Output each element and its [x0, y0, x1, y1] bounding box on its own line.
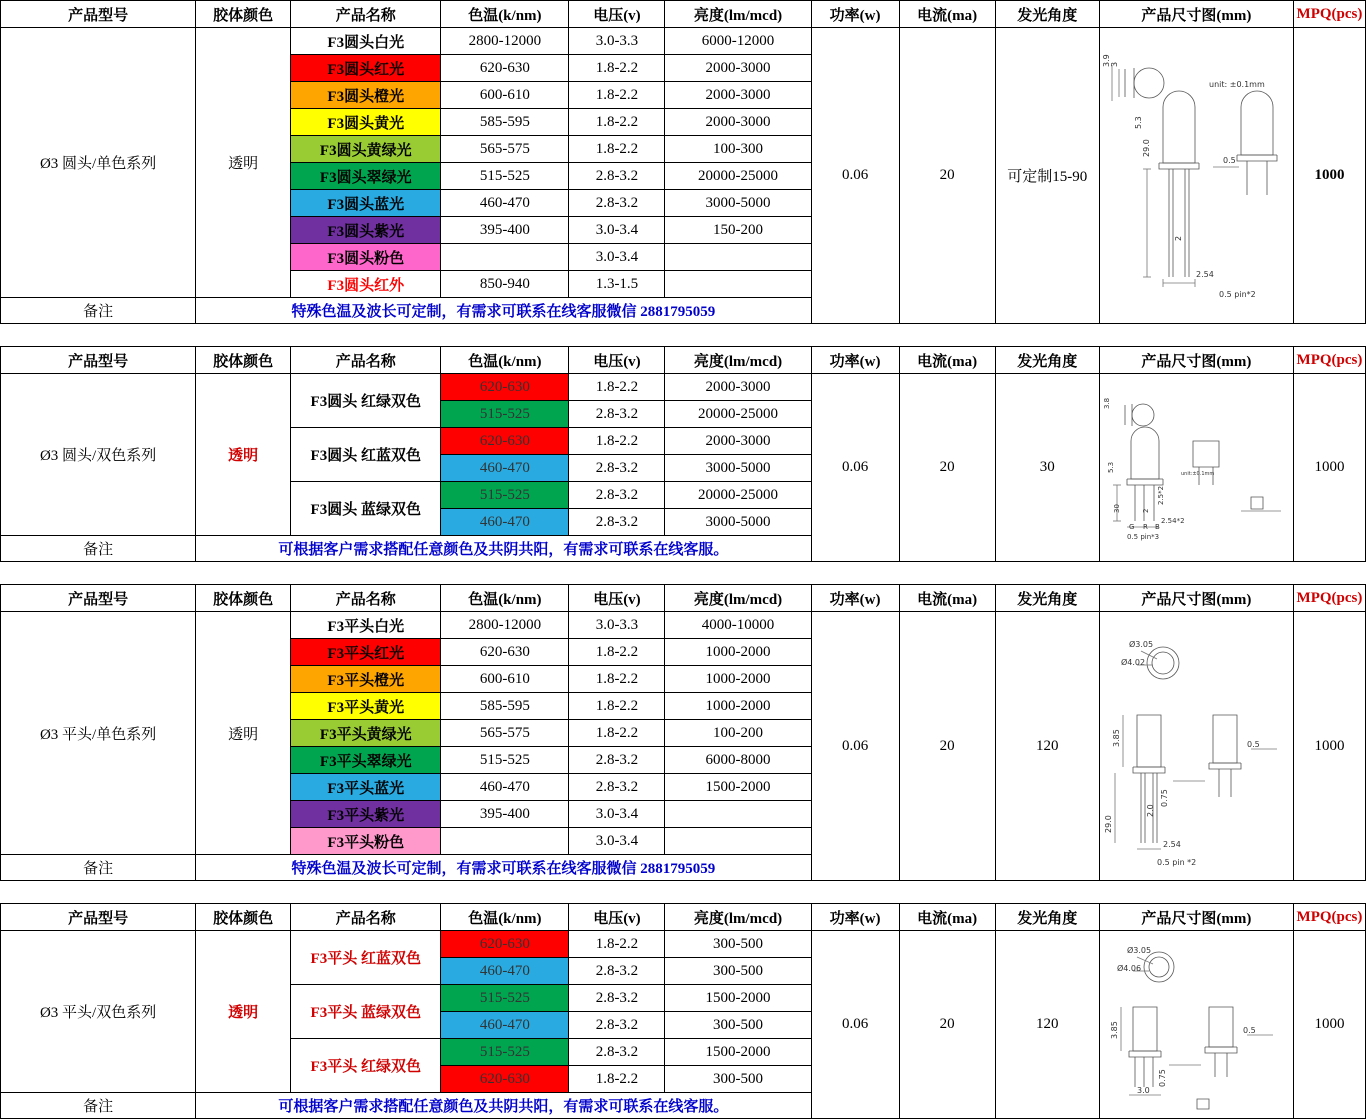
column-header-8: 发光角度	[995, 585, 1099, 612]
svg-text:unit:±0.1mm: unit:±0.1mm	[1181, 470, 1215, 477]
voltage: 1.8-2.2	[569, 428, 665, 455]
color-temperature: 585-595	[441, 109, 569, 136]
column-header-10: MPQ(pcs)	[1293, 904, 1365, 931]
voltage: 2.8-3.2	[569, 163, 665, 190]
brightness: 20000-25000	[665, 401, 811, 428]
column-header-4: 电压(v)	[569, 904, 665, 931]
table-header-row	[1, 585, 1366, 612]
product-name: F3平头橙光	[291, 666, 441, 693]
voltage: 1.8-2.2	[569, 82, 665, 109]
column-header-8: 发光角度	[995, 904, 1099, 931]
color-temperature: 460-470	[441, 190, 569, 217]
dimension-drawing	[1101, 393, 1291, 543]
svg-text:3.9: 3.9	[1102, 53, 1112, 67]
brightness: 300-500	[665, 958, 811, 985]
table-row	[1, 612, 1366, 639]
current: 20	[899, 28, 995, 324]
column-header-4: 电压(v)	[569, 1, 665, 28]
brightness: 1000-2000	[665, 666, 811, 693]
dimension-drawing-cell	[1099, 931, 1293, 1119]
note-text: 可根据客户需求搭配任意颜色及共阴共阳，有需求可联系在线客服。	[196, 536, 811, 562]
svg-text:0.75: 0.75	[1158, 1068, 1168, 1087]
svg-text:2.5*2: 2.5*2	[1157, 485, 1166, 505]
voltage: 1.8-2.2	[569, 693, 665, 720]
svg-text:0.5 pin *2: 0.5 pin *2	[1157, 858, 1197, 867]
voltage: 1.8-2.2	[569, 666, 665, 693]
brightness: 2000-3000	[665, 374, 811, 401]
voltage: 3.0-3.4	[569, 828, 665, 855]
color-temperature: 460-470	[441, 958, 569, 985]
svg-text:2.54: 2.54	[1196, 269, 1215, 279]
brightness: 2000-3000	[665, 109, 811, 136]
voltage: 3.0-3.4	[569, 801, 665, 828]
column-header-4: 电压(v)	[569, 347, 665, 374]
voltage: 2.8-3.2	[569, 401, 665, 428]
table-spacer	[0, 881, 1366, 903]
spec-table-3	[0, 903, 1366, 1119]
product-model: Ø3 平头/双色系列	[1, 931, 196, 1093]
svg-text:30: 30	[1113, 503, 1122, 513]
table-spacer	[0, 324, 1366, 346]
color-temperature: 600-610	[441, 82, 569, 109]
brightness: 1000-2000	[665, 693, 811, 720]
column-header-1: 胶体颜色	[196, 904, 291, 931]
brightness: 2000-3000	[665, 428, 811, 455]
voltage: 3.0-3.4	[569, 244, 665, 271]
column-header-1: 胶体颜色	[196, 347, 291, 374]
svg-text:2.54*2: 2.54*2	[1161, 516, 1185, 525]
voltage: 1.8-2.2	[569, 55, 665, 82]
brightness: 1500-2000	[665, 985, 811, 1012]
note-text: 可根据客户需求搭配任意颜色及共阴共阳，有需求可联系在线客服。	[196, 1093, 811, 1119]
column-header-0: 产品型号	[1, 585, 196, 612]
color-temperature: 2800-12000	[441, 612, 569, 639]
product-model: Ø3 圆头/单色系列	[1, 28, 196, 298]
product-model: Ø3 平头/单色系列	[1, 612, 196, 855]
note-label: 备注	[1, 855, 196, 881]
brightness: 150-200	[665, 217, 811, 244]
product-name: F3圆头蓝光	[291, 190, 441, 217]
product-name: F3圆头 红绿双色	[291, 374, 441, 428]
brightness: 100-200	[665, 720, 811, 747]
column-header-2: 产品名称	[291, 347, 441, 374]
brightness: 1500-2000	[665, 1039, 811, 1066]
column-header-1: 胶体颜色	[196, 585, 291, 612]
note-text: 特殊色温及波长可定制，有需求可联系在线客服微信 2881795059	[196, 298, 811, 324]
column-header-8: 发光角度	[995, 347, 1099, 374]
svg-text:2.0: 2.0	[1146, 804, 1156, 817]
column-header-6: 功率(w)	[811, 585, 899, 612]
svg-text:29.0: 29.0	[1142, 138, 1152, 157]
svg-text:3: 3	[1110, 61, 1120, 67]
voltage: 1.8-2.2	[569, 720, 665, 747]
voltage: 3.0-3.3	[569, 28, 665, 55]
spec-table-1	[0, 346, 1366, 562]
power: 0.06	[811, 28, 899, 324]
current: 20	[899, 931, 995, 1119]
column-header-7: 电流(ma)	[899, 904, 995, 931]
svg-text:5.3: 5.3	[1107, 461, 1116, 473]
svg-text:5.3: 5.3	[1134, 115, 1144, 129]
svg-text:0.75: 0.75	[1160, 789, 1170, 807]
color-temperature: 600-610	[441, 666, 569, 693]
color-temperature: 2800-12000	[441, 28, 569, 55]
column-header-9: 产品尺寸图(mm)	[1099, 347, 1293, 374]
color-temperature: 460-470	[441, 455, 569, 482]
column-header-9: 产品尺寸图(mm)	[1099, 1, 1293, 28]
color-temperature: 620-630	[441, 931, 569, 958]
color-temperature: 515-525	[441, 985, 569, 1012]
product-name: F3平头紫光	[291, 801, 441, 828]
color-temperature: 585-595	[441, 693, 569, 720]
product-name: F3圆头黄光	[291, 109, 441, 136]
brightness: 20000-25000	[665, 482, 811, 509]
note-text: 特殊色温及波长可定制，有需求可联系在线客服微信 2881795059	[196, 855, 811, 881]
product-model: Ø3 圆头/双色系列	[1, 374, 196, 536]
voltage: 2.8-3.2	[569, 958, 665, 985]
color-temperature: 515-525	[441, 747, 569, 774]
color-temperature: 620-630	[441, 428, 569, 455]
voltage: 2.8-3.2	[569, 455, 665, 482]
column-header-2: 产品名称	[291, 585, 441, 612]
column-header-0: 产品型号	[1, 904, 196, 931]
table-row	[1, 374, 1366, 401]
column-header-3: 色温(k/nm)	[441, 904, 569, 931]
voltage: 2.8-3.2	[569, 1039, 665, 1066]
mpq: 1000	[1293, 931, 1365, 1119]
mpq: 1000	[1293, 374, 1365, 562]
svg-text:3.8: 3.8	[1103, 397, 1112, 409]
product-name: F3平头 蓝绿双色	[291, 985, 441, 1039]
beam-angle: 30	[995, 374, 1099, 562]
column-header-7: 电流(ma)	[899, 1, 995, 28]
brightness: 6000-8000	[665, 747, 811, 774]
product-name: F3圆头翠绿光	[291, 163, 441, 190]
svg-text:G: G	[1129, 522, 1135, 531]
svg-text:Ø3.05: Ø3.05	[1129, 640, 1154, 649]
beam-angle: 120	[995, 931, 1099, 1119]
note-label: 备注	[1, 536, 196, 562]
svg-text:2: 2	[1142, 508, 1151, 513]
dimension-drawing	[1101, 45, 1291, 307]
brightness: 1000-2000	[665, 639, 811, 666]
product-name: F3圆头紫光	[291, 217, 441, 244]
color-temperature: 515-525	[441, 401, 569, 428]
product-name: F3圆头 蓝绿双色	[291, 482, 441, 536]
product-name: F3圆头红光	[291, 55, 441, 82]
svg-text:0.5: 0.5	[1223, 155, 1237, 165]
color-temperature: 620-630	[441, 639, 569, 666]
column-header-10: MPQ(pcs)	[1293, 1, 1365, 28]
dimension-drawing	[1101, 621, 1291, 871]
product-name: F3圆头黄绿光	[291, 136, 441, 163]
brightness: 3000-5000	[665, 190, 811, 217]
column-header-8: 发光角度	[995, 1, 1099, 28]
color-temperature: 460-470	[441, 774, 569, 801]
note-label: 备注	[1, 298, 196, 324]
column-header-0: 产品型号	[1, 347, 196, 374]
power: 0.06	[811, 374, 899, 562]
brightness	[665, 828, 811, 855]
color-temperature: 515-525	[441, 482, 569, 509]
voltage: 2.8-3.2	[569, 985, 665, 1012]
column-header-2: 产品名称	[291, 904, 441, 931]
product-name: F3平头翠绿光	[291, 747, 441, 774]
svg-text:B: B	[1155, 522, 1161, 531]
brightness	[665, 244, 811, 271]
product-name: F3平头粉色	[291, 828, 441, 855]
spec-table-2	[0, 584, 1366, 881]
color-temperature: 565-575	[441, 136, 569, 163]
column-header-5: 亮度(lm/mcd)	[665, 1, 811, 28]
product-name: F3平头 红绿双色	[291, 1039, 441, 1093]
color-temperature: 395-400	[441, 217, 569, 244]
color-temperature: 620-630	[441, 1066, 569, 1093]
table-spacer	[0, 562, 1366, 584]
note-label: 备注	[1, 1093, 196, 1119]
column-header-6: 功率(w)	[811, 904, 899, 931]
product-name: F3圆头白光	[291, 28, 441, 55]
current: 20	[899, 612, 995, 881]
svg-text:3.85: 3.85	[1112, 729, 1122, 747]
column-header-5: 亮度(lm/mcd)	[665, 347, 811, 374]
column-header-10: MPQ(pcs)	[1293, 347, 1365, 374]
column-header-3: 色温(k/nm)	[441, 347, 569, 374]
color-temperature: 515-525	[441, 1039, 569, 1066]
color-temperature: 850-940	[441, 271, 569, 298]
product-name: F3平头白光	[291, 612, 441, 639]
svg-text:3.85: 3.85	[1110, 1020, 1120, 1039]
column-header-7: 电流(ma)	[899, 585, 995, 612]
beam-angle: 120	[995, 612, 1099, 881]
mpq: 1000	[1293, 28, 1365, 324]
column-header-9: 产品尺寸图(mm)	[1099, 585, 1293, 612]
product-name: F3平头黄绿光	[291, 720, 441, 747]
color-temperature	[441, 828, 569, 855]
column-header-10: MPQ(pcs)	[1293, 585, 1365, 612]
brightness: 100-300	[665, 136, 811, 163]
voltage: 3.0-3.3	[569, 612, 665, 639]
svg-text:0.5: 0.5	[1247, 740, 1261, 749]
beam-angle: 可定制15-90	[995, 28, 1099, 324]
table-header-row	[1, 904, 1366, 931]
mpq: 1000	[1293, 612, 1365, 881]
table-header-row	[1, 1, 1366, 28]
column-header-5: 亮度(lm/mcd)	[665, 904, 811, 931]
svg-text:Ø3.05: Ø3.05	[1127, 945, 1152, 955]
brightness: 300-500	[665, 1012, 811, 1039]
table-row	[1, 931, 1366, 958]
svg-text:29.0: 29.0	[1104, 815, 1114, 833]
product-name: F3圆头粉色	[291, 244, 441, 271]
column-header-4: 电压(v)	[569, 585, 665, 612]
spec-table-0	[0, 0, 1366, 324]
column-header-2: 产品名称	[291, 1, 441, 28]
color-temperature: 620-630	[441, 374, 569, 401]
table-header-row	[1, 347, 1366, 374]
voltage: 2.8-3.2	[569, 190, 665, 217]
column-header-6: 功率(w)	[811, 347, 899, 374]
power: 0.06	[811, 612, 899, 881]
voltage: 1.3-1.5	[569, 271, 665, 298]
power: 0.06	[811, 931, 899, 1119]
svg-text:2.54: 2.54	[1163, 840, 1182, 849]
svg-text:2: 2	[1174, 235, 1184, 241]
product-name: F3圆头橙光	[291, 82, 441, 109]
brightness: 2000-3000	[665, 82, 811, 109]
voltage: 1.8-2.2	[569, 639, 665, 666]
glue-color: 透明	[196, 931, 291, 1093]
voltage: 2.8-3.2	[569, 1012, 665, 1039]
color-temperature: 565-575	[441, 720, 569, 747]
product-name: F3平头蓝光	[291, 774, 441, 801]
dimension-drawing-cell	[1099, 374, 1293, 562]
table-row	[1, 28, 1366, 55]
svg-text:0.5: 0.5	[1243, 1025, 1257, 1035]
brightness: 1500-2000	[665, 774, 811, 801]
voltage: 2.8-3.2	[569, 747, 665, 774]
brightness: 4000-10000	[665, 612, 811, 639]
brightness: 2000-3000	[665, 55, 811, 82]
product-name: F3圆头 红蓝双色	[291, 428, 441, 482]
color-temperature: 515-525	[441, 163, 569, 190]
product-name: F3平头黄光	[291, 693, 441, 720]
brightness	[665, 801, 811, 828]
voltage: 1.8-2.2	[569, 136, 665, 163]
product-name: F3圆头红外	[291, 271, 441, 298]
dimension-drawing	[1101, 935, 1291, 1115]
glue-color: 透明	[196, 28, 291, 298]
dimension-drawing-cell	[1099, 612, 1293, 881]
product-name: F3平头 红蓝双色	[291, 931, 441, 985]
dimension-drawing-cell	[1099, 28, 1293, 324]
brightness: 300-500	[665, 931, 811, 958]
svg-text:Ø4.06: Ø4.06	[1117, 963, 1142, 973]
voltage: 3.0-3.4	[569, 217, 665, 244]
voltage: 2.8-3.2	[569, 774, 665, 801]
svg-text:Ø4.02: Ø4.02	[1121, 658, 1146, 667]
color-temperature: 620-630	[441, 55, 569, 82]
column-header-9: 产品尺寸图(mm)	[1099, 904, 1293, 931]
brightness: 20000-25000	[665, 163, 811, 190]
product-name: F3平头红光	[291, 639, 441, 666]
brightness: 3000-5000	[665, 455, 811, 482]
color-temperature: 395-400	[441, 801, 569, 828]
voltage: 2.8-3.2	[569, 509, 665, 536]
column-header-7: 电流(ma)	[899, 347, 995, 374]
column-header-5: 亮度(lm/mcd)	[665, 585, 811, 612]
svg-text:unit: ±0.1mm: unit: ±0.1mm	[1209, 79, 1266, 89]
current: 20	[899, 374, 995, 562]
voltage: 1.8-2.2	[569, 931, 665, 958]
column-header-6: 功率(w)	[811, 1, 899, 28]
voltage: 1.8-2.2	[569, 109, 665, 136]
color-temperature: 460-470	[441, 1012, 569, 1039]
color-temperature	[441, 244, 569, 271]
column-header-3: 色温(k/nm)	[441, 585, 569, 612]
glue-color: 透明	[196, 612, 291, 855]
voltage: 1.8-2.2	[569, 1066, 665, 1093]
column-header-0: 产品型号	[1, 1, 196, 28]
column-header-1: 胶体颜色	[196, 1, 291, 28]
brightness: 300-500	[665, 1066, 811, 1093]
color-temperature: 460-470	[441, 509, 569, 536]
svg-text:R: R	[1143, 522, 1149, 531]
brightness: 6000-12000	[665, 28, 811, 55]
svg-text:0.5 pin*2: 0.5 pin*2	[1219, 289, 1257, 299]
column-header-3: 色温(k/nm)	[441, 1, 569, 28]
brightness: 3000-5000	[665, 509, 811, 536]
glue-color: 透明	[196, 374, 291, 536]
brightness	[665, 271, 811, 298]
svg-text:3.0: 3.0	[1137, 1085, 1151, 1095]
svg-text:0.5 pin*3: 0.5 pin*3	[1127, 532, 1160, 541]
voltage: 2.8-3.2	[569, 482, 665, 509]
voltage: 1.8-2.2	[569, 374, 665, 401]
